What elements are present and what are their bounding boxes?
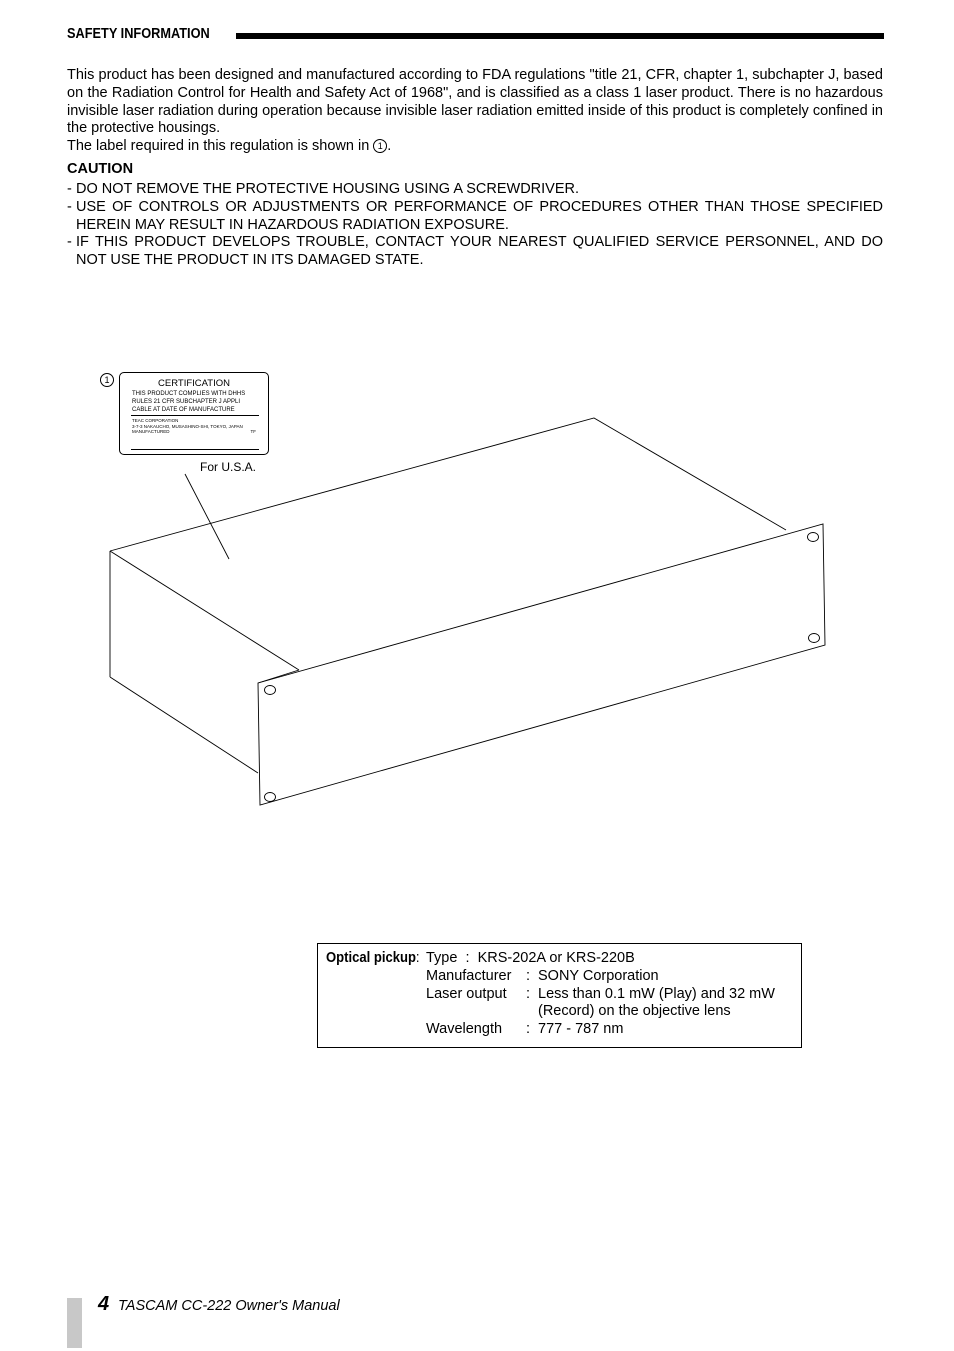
certification-line: RULES 21 CFR SUBCHAPTER J APPLI [132,399,241,405]
circled-number-1: 1 [373,139,387,153]
rack-hole-icon [265,686,276,695]
spec-separator: : [526,1021,531,1037]
label-line-text: The label required in this regulation is shown in [67,138,374,154]
caution-item: - USE OF CONTROLS OR ADJUSTMENTS OR PERFORMANCE OF PROCEDURES OTHER THAN THOSE SPECIFIED HEREIN MAY RESULT IN HAZARDOUS RADIATION EXPOSURE. [67,199,883,235]
spec-row-type [426,950,635,968]
spec-row-laser-output-cont [538,1003,731,1021]
label-leader-line [185,474,229,559]
page-number: 4 [98,1293,110,1315]
spec-row-laser-output [426,986,775,1004]
label-code: TF [250,429,256,434]
spec-separator: : [526,986,531,1002]
manual-title: TASCAM CC-222 Owner's Manual [118,1298,340,1314]
spec-heading-colon: : [415,950,420,966]
spec-value: KRS-202A or KRS-220B [477,950,635,966]
unit-top-front-edge [110,551,299,670]
manufacturer-line: MANUFACTURED [132,429,170,434]
label-divider [131,449,259,450]
circled-number-1: 1 [100,373,114,387]
spec-key: Type [426,950,458,966]
label-divider [131,415,259,416]
certification-line: THIS PRODUCT COMPLIES WITH DHHS [132,391,246,397]
front-panel [258,524,825,805]
caution-item: - DO NOT REMOVE THE PROTECTIVE HOUSING USING A SCREWDRIVER. [67,181,883,199]
certification-label [119,372,269,455]
rack-hole-icon [809,634,820,643]
spec-value: SONY Corporation [538,968,659,984]
certification-line: CABLE AT DATE OF MANUFACTURE [132,407,235,413]
spec-heading [326,950,420,968]
manufacturer-line: TEAC CORPORATION [132,418,179,423]
spec-row-manufacturer [426,968,659,986]
spec-value: Less than 0.1 mW (Play) and 32 mW [538,986,775,1002]
spec-key: Manufacturer [426,968,512,984]
spec-value: (Record) on the objective lens [538,1003,731,1019]
rack-hole-icon [265,793,276,802]
panel-top-join [258,670,299,683]
caution-item: - IF THIS PRODUCT DEVELOPS TROUBLE, CONTACT YOUR NEAREST QUALIFIED SERVICE PERSONNEL, AND DO NOT USE THE PRODUCT IN ITS DAMAGED STATE. [67,234,883,270]
manufacturer-info [132,418,260,435]
intro-paragraph: This product has been designed and manufactured according to FDA regulations "title 21, CFR, chapter 1, subchapter J, based on the Radiation Control for Health and Safety Act of 1968", and is classified as a class 1 laser product. There is no hazardous invisible laser radiation during operation because invisible laser radiation emitted inside of this product is completely confined in the protective housings. [67,67,883,137]
spec-row-wavelength [426,1021,623,1039]
spec-separator: : [465,950,470,966]
certification-title: CERTIFICATION [158,378,230,389]
unit-bottom-edge [110,677,258,773]
certification-text [132,390,262,414]
spec-separator: : [526,968,531,984]
spec-key: Laser output [426,986,507,1002]
section-title: SAFETY INFORMATION [67,26,210,42]
label-caption: For U.S.A. [200,460,257,474]
spec-heading-text: Optical pickup [326,950,416,966]
spec-key: Wavelength [426,1021,503,1037]
label-line-end: . [387,138,392,154]
caution-title: CAUTION [67,161,134,177]
label-number [100,371,114,389]
spec-value: 777 - 787 nm [538,1021,624,1037]
manufacturer-line: 3-7-3 NAKAUCHO, MUSASHINO-SHI, TOKYO, JAPAN [132,423,243,429]
footer-tab [67,1298,82,1348]
optical-pickup-specs [317,943,802,1048]
rack-hole-icon [808,533,819,542]
